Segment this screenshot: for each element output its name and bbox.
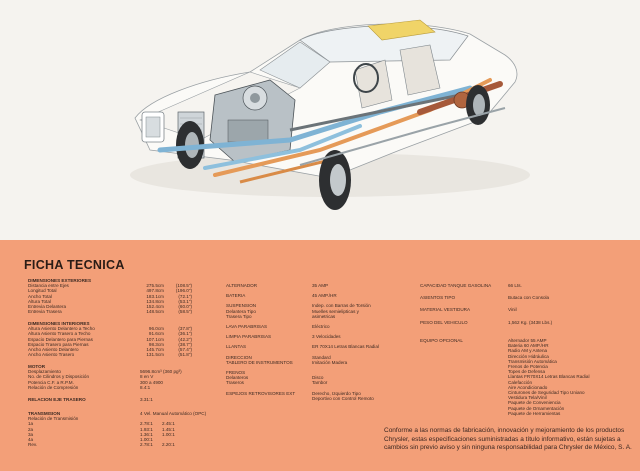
rear-axle-ratio [28, 397, 153, 402]
spec-label: Desplazamiento [28, 369, 61, 375]
spec-label [420, 320, 508, 325]
spec-row [420, 320, 630, 325]
spec-label-line: ASIENTOS TIPO [420, 295, 456, 301]
spec-value: 5696.8cm³ (360 pg³) [140, 369, 182, 375]
spec-value-line: Eléctrico [312, 324, 330, 330]
spec-label: Potencia C.F. a R.P.M. [28, 379, 74, 385]
page-title: FICHA TECNICA [24, 258, 125, 272]
spec-value [312, 324, 330, 329]
spec-value-line: Derecho, Izquierdo Tipo [312, 390, 361, 396]
spec-label [226, 355, 312, 365]
spec-label [226, 391, 312, 401]
spec-label [226, 324, 312, 329]
spec-imperial: (60.0") [178, 304, 192, 310]
spec-label-line: DIRECCION [226, 354, 252, 360]
spec-value-line: Deportivo con Control Remoto [312, 395, 374, 401]
spec-value: 3.31:1 [140, 397, 153, 402]
spec-value [312, 293, 337, 298]
spec-label-line: LIMPIA PARABRISAS [226, 334, 272, 340]
spec-value-line: Imitación Madera [312, 359, 348, 365]
spec-row [226, 303, 386, 319]
spec-label [420, 283, 508, 288]
spec-label: Longitud Total [28, 288, 57, 294]
spec-metric: 131.5cm [146, 352, 164, 358]
spec-value [312, 370, 327, 386]
gear-manual: 1.93:1 [140, 426, 153, 432]
spec-label-line: PESO DEL VEHICULO [420, 319, 468, 325]
optional-item: Paquete de Conveniencia [508, 400, 561, 406]
mechanical-specs [226, 283, 386, 406]
spec-value: 8 en V [140, 374, 154, 380]
spec-row [226, 370, 386, 386]
spec-label: Ancho Total [28, 293, 52, 299]
spec-value-line: Muelles semielipticas y [312, 308, 359, 314]
spec-label [226, 303, 312, 319]
spec-imperial: (196.0") [175, 288, 192, 294]
exterior-dimensions [28, 278, 192, 314]
spec-imperial: (57.4") [178, 347, 192, 353]
spec-value [508, 320, 552, 325]
spec-label [226, 344, 312, 349]
spec-label-line: BATERIA [226, 293, 246, 299]
spec-value-line: Standard [312, 354, 331, 360]
spec-row [226, 324, 386, 329]
spec-label: Altura Total [28, 298, 51, 304]
spec-value-line: asimetricas [312, 313, 336, 319]
section-heading: RELACION EJE TRASERO [28, 397, 86, 402]
spec-value [312, 334, 341, 339]
spec-metric: 91.6cm [148, 331, 164, 337]
gear-manual: 1.00:1 [140, 437, 153, 443]
spec-label [226, 370, 312, 386]
spec-label-line: CAPACIDAD TANQUE GASOLINA [420, 283, 492, 288]
spec-label [420, 307, 508, 312]
spec-label-line: Delantera Tipo [226, 308, 256, 314]
spec-label-line: MATERIAL VESTIDURA [420, 307, 471, 313]
optional-item: Topes de Defensa [508, 369, 546, 375]
spec-row [226, 344, 386, 349]
spec-label-line: FRENOS [226, 370, 246, 376]
spec-row [226, 334, 386, 339]
gear-auto: 2.45:1 [162, 421, 175, 427]
optional-item: Paquete de Herramientas [508, 410, 561, 416]
interior-dimensions [28, 321, 192, 357]
spec-value-line: Butaca con Consola [508, 295, 550, 301]
spec-label: Distancia entre Ejes [28, 283, 69, 289]
spec-label-line: ALTERNADOR [226, 283, 258, 288]
transmission-specs [28, 411, 206, 447]
optional-item: Llantas FR70X14 Letras Blancas Radial [508, 374, 590, 380]
spec-label-line: Trasera Tipo [226, 313, 252, 319]
gear-label: Rev. [28, 442, 38, 448]
spec-metric: 183.1cm [146, 293, 164, 299]
section-heading: EQUIPO OPCIONAL [420, 338, 463, 343]
spec-label-line: LLANTAS [226, 344, 247, 350]
spec-value [312, 303, 371, 319]
spec-row [420, 307, 630, 312]
spec-value-line: 3 Velocidades [312, 334, 341, 340]
spec-imperial: (72.1") [178, 293, 192, 299]
spec-metric: 497.8cm [146, 288, 164, 294]
spec-value [312, 344, 379, 349]
section-heading: DIMENSIONES INTERIORES [28, 321, 90, 326]
optional-item: Alternador 55 AMP [508, 338, 547, 343]
spec-label: No. de Cilindros y Disposición [28, 374, 90, 380]
spec-value-line: Indep. con Barras de Torsión [312, 303, 371, 309]
spec-row [28, 352, 192, 357]
spec-value [312, 391, 374, 401]
spec-metric: 145.7cm [146, 347, 164, 353]
spec-label-line: Traseros [226, 380, 244, 386]
spec-value-line: Tambor [312, 380, 328, 386]
section-heading: MOTOR [28, 364, 46, 369]
gear-label: 1a [28, 421, 34, 427]
optional-item: Aire Acondicionado [508, 384, 548, 390]
spec-label-line: Delanteros [226, 375, 249, 381]
spec-row [226, 355, 386, 365]
gear-label: 4a [28, 437, 34, 443]
spec-row [226, 391, 386, 401]
spec-imperial: (51.8") [178, 352, 192, 358]
spec-metric: 96.0cm [148, 326, 164, 332]
spec-metric: 148.5cm [146, 309, 164, 315]
spec-row [420, 283, 630, 288]
optional-item: Paquete de Ornamentación [508, 405, 565, 411]
spec-value-line: ER 70X14 Letras Blancas Radial [312, 344, 379, 350]
spec-imperial: (108.5") [175, 283, 192, 289]
spec-label: Entrevia Trasera [28, 309, 62, 315]
optional-item: Frenos de Potencia [508, 364, 548, 370]
spec-label: Espacio Delantero para Piernas [28, 336, 93, 342]
spec-value-line: 66 Lts. [508, 283, 522, 288]
spec-imperial: (37.8") [178, 326, 192, 332]
optional-item: Transmisión Automática [508, 358, 557, 364]
spec-row [28, 385, 182, 390]
spec-value [312, 283, 328, 288]
spec-label: Ancho Asiento Delantero [28, 347, 79, 353]
spec-label: Relación de Compresión [28, 384, 79, 390]
spec-label [226, 293, 312, 298]
gear-label: 3a [28, 431, 34, 437]
spec-imperial: (38.7") [178, 341, 192, 347]
spec-label [226, 283, 312, 288]
optional-item: Vestidura Tela/Vinil [508, 395, 547, 401]
spec-imperial: (42.2") [178, 336, 192, 342]
spec-value: 300 a 4900 [140, 379, 163, 385]
spec-value [508, 295, 549, 300]
spec-value [312, 355, 347, 365]
spec-label-line: TABLERO DE INSTRUMENTOS [226, 359, 293, 365]
spec-imperial: (53.1") [178, 298, 192, 304]
gear-auto: 1.00:1 [162, 431, 175, 437]
spec-row [226, 283, 386, 288]
spec-value-line: 35 AMP [312, 283, 329, 288]
optional-item: Dirección Hidráulica [508, 353, 549, 359]
gear-manual: 2.78:1 [140, 442, 153, 448]
spec-label: Entrevia Delantera [28, 304, 67, 310]
transmission-type: 4 Vel. Manual Automático (OPC) [140, 411, 207, 416]
spec-imperial: (36.1") [178, 331, 192, 337]
spec-label: Altura Asiento Trasero a Techo [28, 331, 91, 337]
spec-value-line: 45 AMP./HR [312, 293, 337, 299]
spec-value-line: 1,562 Kg. (3438 Lbs.) [508, 319, 553, 325]
spec-imperial: (58.5") [178, 309, 192, 315]
section-heading: DIMENSIONES EXTERIORES [28, 278, 92, 283]
optional-item: Cinturones de Seguridad Tipo Uniano [508, 390, 585, 396]
gear-auto: 2.20:1 [162, 442, 175, 448]
optional-item: Radio AM y Antena [508, 348, 548, 354]
spec-metric: 275.5cm [146, 283, 164, 289]
gear-auto: 1.45:1 [162, 426, 175, 432]
section-heading: TRANSMISION [28, 411, 61, 416]
capacity-specs [420, 283, 630, 332]
spec-value-line: Disco [312, 375, 324, 381]
spec-label [420, 295, 508, 300]
spec-label-line: ESPEJOS RETROVISORES EXT [226, 390, 296, 396]
spec-value [508, 307, 517, 312]
spec-label: Ancho Asiento Trasero [28, 352, 75, 358]
gear-label: 2a [28, 426, 34, 432]
spec-label: Altura Asiento Delantero a Techo [28, 326, 95, 332]
spec-value [508, 283, 522, 288]
spec-metric: 107.1cm [146, 336, 164, 342]
gear-manual: 1.36:1 [140, 431, 153, 437]
spec-label [226, 334, 312, 339]
spec-metric: 152.4cm [146, 304, 164, 310]
engine-specs [28, 364, 182, 390]
spec-row [28, 309, 192, 314]
optional-item: Calefacción [508, 379, 533, 385]
spec-value-line: Vinil [508, 307, 517, 313]
section-subheading: Relación de Transmisión [28, 416, 79, 422]
disclaimer-text: Conforme a las normas de fabricación, innovación y mejoramiento de los productos Chrysler, estas especificaciones suministradas a título informativo, están sujetas a cambios sin previo aviso y sin ninguna responsabilidad para Chrysler de México, S. A. [384, 427, 632, 452]
spec-row [226, 293, 386, 298]
spec-metric: 134.8cm [146, 298, 164, 304]
spec-label: Espacio Trasero para Piernas [28, 341, 89, 347]
spec-value: 8.4:1 [140, 384, 151, 390]
optional-equipment [420, 338, 630, 416]
gear-row [28, 442, 206, 447]
spec-label-line: SUSPENSION [226, 303, 257, 309]
optional-item: Bateria 60 AMP./HR [508, 343, 549, 349]
gear-manual: 2.78:1 [140, 421, 153, 427]
spec-metric: 98.3cm [148, 341, 164, 347]
spec-row [420, 295, 630, 300]
spec-label-line: LAVA PARABRISAS [226, 324, 268, 330]
